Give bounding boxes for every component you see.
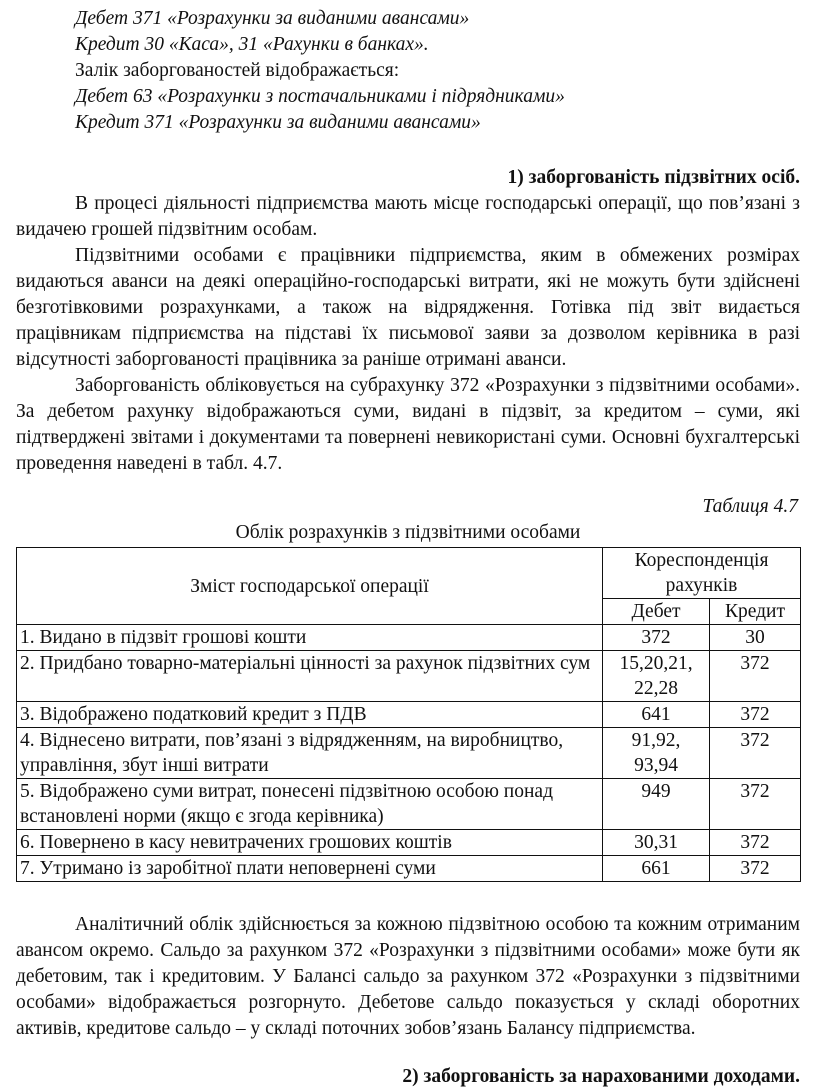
header-credit: Кредит — [710, 599, 801, 625]
intro-entries — [16, 6, 800, 136]
credit-cell: 30 — [710, 625, 801, 651]
debit-cell: 372 — [603, 625, 710, 651]
entry-line: Кредит 371 «Розрахунки за виданими авансами» — [75, 112, 481, 133]
operation-cell: 4. Віднесено витрати, пов’язані з відрядженням, на виробництво, управління, збут інші витрати — [17, 728, 603, 779]
debit-cell: 91,92, 93,94 — [603, 728, 710, 779]
paragraph: Заборгованість обліковується на субрахунку 372 «Розрахунки з підзвітними особами». За дебетом рахунку відображаються суми, видані в підзвіт, за кредитом – суми, які підтверджені звітами і документами та повернені невикористані суми. Основні бухгалтерські проведення наведені в табл. 4.7. — [16, 375, 800, 474]
body-text-2 — [16, 912, 800, 1042]
section-heading-2: 2) заборгованість за нарахованими доходами. — [402, 1066, 800, 1087]
section-heading-1: 1) заборгованість підзвітних осіб. — [507, 167, 800, 188]
debit-cell: 30,31 — [603, 830, 710, 856]
table-header-row — [17, 548, 801, 599]
operation-cell: 6. Повернено в касу невитрачених грошових коштів — [17, 830, 603, 856]
credit-cell: 372 — [710, 651, 801, 702]
table-title: Облік розрахунків з підзвітними особами — [235, 522, 581, 543]
debit-cell: 15,20,21, 22,28 — [603, 651, 710, 702]
entry-line: Дебет 371 «Розрахунки за виданими авансами» — [75, 8, 470, 29]
debit-cell: 661 — [603, 856, 710, 882]
paragraph: Аналітичний облік здійснюється за кожною підзвітною особою та кожним отриманим авансом окремо. Сальдо за рахунком 372 «Розрахунки з підзвітними особами» може бути як дебетовим, так і кредитовим. У Балансі сальдо за рахунком 372 «Розрахунки з підзвітними особами» відображається розгорнуто. Дебетове сальдо показується у складі оборотних активів, кредитове сальдо – у складі поточних зобов’язань Балансу підприємства. — [16, 914, 800, 1039]
table-row — [17, 728, 801, 779]
credit-cell: 372 — [710, 830, 801, 856]
table-row — [17, 779, 801, 830]
debit-cell: 641 — [603, 702, 710, 728]
credit-cell: 372 — [710, 728, 801, 779]
operation-cell: 3. Відображено податковий кредит з ПДВ — [17, 702, 603, 728]
debit-cell: 949 — [603, 779, 710, 830]
paragraph: Підзвітними особами є працівники підприємства, яким в обмежених розмірах видаються аванси на деякі операційно-господарські витрати, які не можуть бути здійснені безготівковими розрахунками, а також на відрядження. Готівка під звіт видається працівникам підприємства на підставі їх письмової заяви за дозволом керівника в разі відсутності заборгованості працівника за раніше отримані аванси. — [16, 245, 800, 370]
credit-cell: 372 — [710, 779, 801, 830]
entry-line: Дебет 63 «Розрахунки з постачальниками і підрядниками» — [75, 86, 565, 107]
operation-cell: 7. Утримано із заробітної плати неповернені суми — [17, 856, 603, 882]
entry-line: Кредит 30 «Каса», 31 «Рахунки в банках». — [75, 34, 429, 55]
table-row — [17, 625, 801, 651]
credit-cell: 372 — [710, 702, 801, 728]
accounting-table — [16, 547, 801, 882]
operation-cell: 2. Придбано товарно-матеріальні цінності за рахунок підзвітних сум — [17, 651, 603, 702]
table-row — [17, 830, 801, 856]
operation-cell: 5. Відображено суми витрат, понесені підзвітною особою понад встановлені норми (якщо є згода керівника) — [17, 779, 603, 830]
header-correspondence: Кореспонденція рахунків — [603, 548, 801, 599]
paragraph: В процесі діяльності підприємства мають місце господарські операції, що пов’язані з видачею грошей підзвітним особам. — [16, 193, 800, 240]
table-number: Таблиця 4.7 — [702, 496, 798, 517]
header-debit: Дебет — [603, 599, 710, 625]
header-operation: Зміст господарської операції — [17, 548, 603, 625]
table-row — [17, 856, 801, 882]
table-row — [17, 702, 801, 728]
entry-line: Залік заборгованостей відображається: — [75, 60, 400, 81]
table-row — [17, 651, 801, 702]
operation-cell: 1. Видано в підзвіт грошові кошти — [17, 625, 603, 651]
credit-cell: 372 — [710, 856, 801, 882]
body-text-1 — [16, 191, 800, 477]
